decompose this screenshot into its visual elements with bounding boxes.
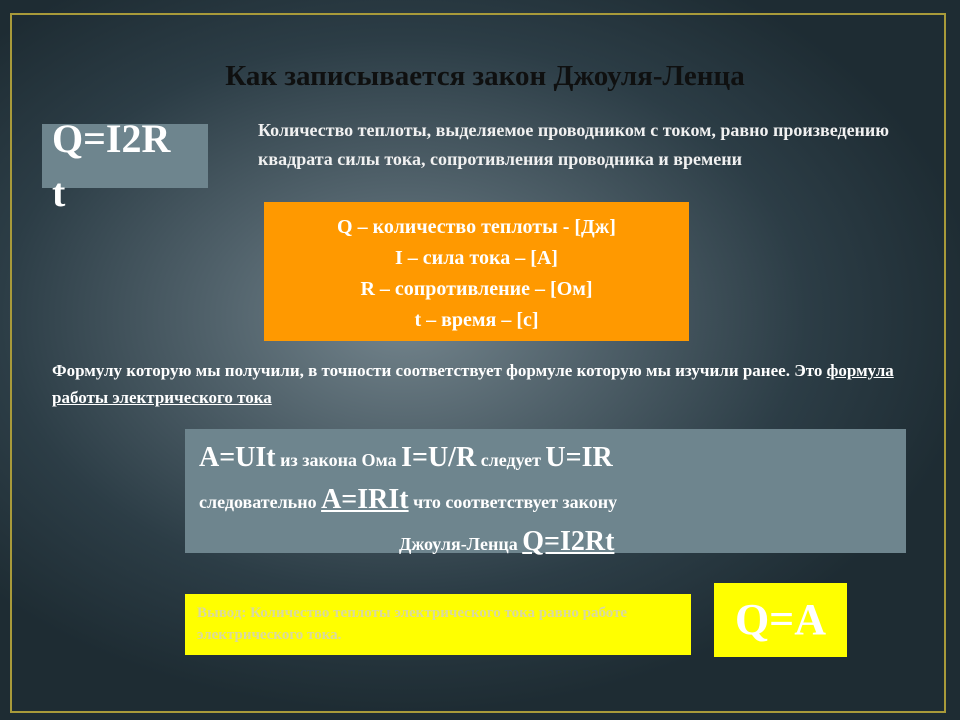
formula-substituted: A=IRIt <box>321 484 409 515</box>
slide-title: Как записывается закон Джоуля-Ленца <box>225 60 745 92</box>
legend-item-t: t – время – [с] <box>414 309 539 331</box>
note-link: формула работы электрического тока <box>52 361 894 407</box>
derivation-text-1: из закона Ома <box>275 450 402 470</box>
main-formula-line2: t <box>52 170 66 215</box>
conclusion-box: Вывод: Количество теплоты электрического тока равно работе электрического тока. <box>185 594 691 655</box>
derivation-box <box>185 429 906 557</box>
result-formula: Q=A <box>714 583 847 657</box>
formula-voltage: U=IR <box>545 442 613 473</box>
formula-joule-lenz: Q=I2Rt <box>522 526 615 557</box>
derivation-text-4: что соответствует закону <box>408 492 618 512</box>
comparison-note <box>52 357 912 411</box>
formula-work: A=UIt <box>199 442 276 473</box>
derivation-text-3: следовательно <box>199 492 322 512</box>
legend-item-r: R – сопротивление – [Ом] <box>360 278 593 300</box>
legend-item-i: I – сила тока – [А] <box>395 247 558 269</box>
variables-legend <box>264 202 689 341</box>
law-definition: Количество теплоты, выделяемое проводником с током, равно произведению квадрата силы тока, сопротивления проводника и времени <box>258 120 890 169</box>
derivation-text-5: Джоуля-Ленца <box>399 534 523 554</box>
derivation-text-2: следует <box>476 450 546 470</box>
note-text: Формулу которую мы получили, в точности соответствует формуле которую мы изучили ранее. Это <box>52 361 827 380</box>
formula-ohm: I=U/R <box>401 442 477 473</box>
main-formula <box>52 112 202 220</box>
main-formula-line1: Q=I2R <box>52 116 171 161</box>
legend-item-q: Q – количество теплоты - [Дж] <box>337 216 616 238</box>
